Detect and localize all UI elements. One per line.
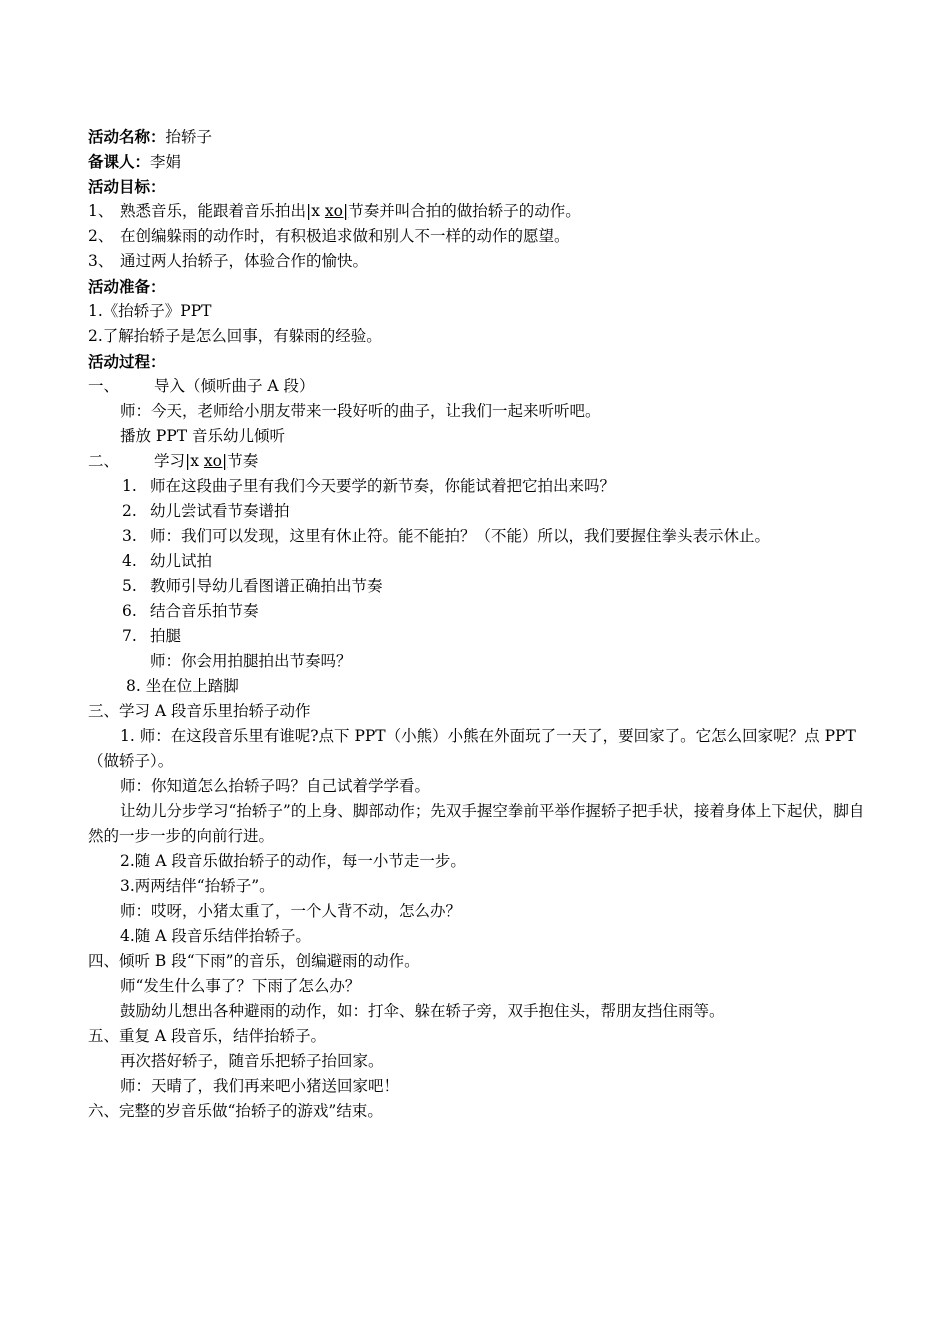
- section-four-para: 师“发生什么事了？下雨了怎么办？: [120, 977, 361, 995]
- list-number: 2.: [122, 502, 137, 520]
- activity-name-row: [88, 124, 878, 149]
- section-four-para: 鼓励幼儿想出各种避雨的动作，如：打伞、躲在轿子旁，双手抱住头，帮朋友挡住雨等。: [120, 1002, 725, 1020]
- lesson-plan-document: [88, 124, 878, 1124]
- list-text: 教师引导幼儿看图谱正确拍出节奏: [150, 577, 383, 595]
- section-title: 导入（倾听曲子 A 段）: [154, 377, 315, 395]
- section-three-para: 让幼儿分步学习“抬轿子”的上身、脚部动作；先双手握空拳前平举作握轿子把手状，接着身体上下起伏，脚自然的一步一步的向前行进。: [88, 802, 865, 845]
- goal-text-pre: 熟悉音乐，能跟着音乐拍出|x: [120, 202, 325, 220]
- list-item: [88, 599, 878, 624]
- list-item-eight: 8. 坐在位上踏脚: [126, 677, 239, 695]
- list-item: [88, 524, 878, 549]
- list-text: 幼儿试拍: [150, 552, 213, 570]
- section-one-line: 播放 PPT 音乐幼儿倾听: [120, 427, 286, 445]
- section-three-para: 3.两两结伴“抬轿子”。: [120, 877, 275, 895]
- list-number: 3.: [122, 527, 137, 545]
- teacher-value: 李娟: [150, 153, 182, 171]
- section-title-underlined: xo|: [203, 452, 228, 470]
- list-text: 师在这段曲子里有我们今天要学的新节奏，你能试着把它拍出来吗？: [150, 477, 616, 495]
- section-one-title: [88, 374, 878, 399]
- prep-item: 1.《抬轿子》PPT: [88, 302, 212, 320]
- goal-text: 通过两人抬轿子，体验合作的愉快。: [120, 252, 369, 270]
- list-number: 7.: [122, 627, 137, 645]
- list-number: 1.: [122, 477, 137, 495]
- goal-number: 3、: [88, 252, 114, 270]
- prep-heading: 活动准备：: [88, 277, 166, 296]
- list-text: 结合音乐拍节奏: [150, 602, 259, 620]
- list-text: 师：我们可以发现，这里有休止符。能不能拍？（不能）所以，我们要握住拳头表示休止。: [150, 527, 771, 545]
- list-number: 5.: [122, 577, 137, 595]
- list-item: [88, 624, 878, 649]
- list-text: 拍腿: [150, 627, 182, 645]
- goal-number: 2、: [88, 227, 114, 245]
- teacher-row: [88, 149, 878, 174]
- list-number: 4.: [122, 552, 137, 570]
- section-number: 一、: [88, 377, 120, 395]
- section-three-title: 三、学习 A 段音乐里抬轿子动作: [88, 702, 311, 720]
- goal-item: [88, 249, 878, 274]
- list-item: [88, 474, 878, 499]
- goals-heading: 活动目标：: [88, 177, 166, 196]
- list-item: [88, 549, 878, 574]
- list-number: 6.: [122, 602, 137, 620]
- process-heading: 活动过程：: [88, 352, 166, 371]
- section-three-para: 师：哎呀，小猪太重了，一个人背不动，怎么办？: [120, 902, 462, 920]
- section-three-para: 4.随 A 段音乐结伴抬轿子。: [120, 927, 311, 945]
- section-five-para: 再次搭好轿子，随音乐把轿子抬回家。: [120, 1052, 384, 1070]
- section-three-para: 2.随 A 段音乐做抬轿子的动作，每一小节走一步。: [120, 852, 466, 870]
- prep-item: 2.了解抬轿子是怎么回事，有躲雨的经验。: [88, 327, 382, 345]
- section-three-para: 1. 师：在这段音乐里有谁呢?点下 PPT（小熊）小熊在外面玩了一天了，要回家了。它怎么回家呢？点 PPT（做轿子）。: [88, 727, 856, 770]
- section-five-title: 五、重复 A 段音乐，结伴抬轿子。: [88, 1027, 327, 1045]
- section-three-para: 师：你知道怎么抬轿子吗？自己试着学学看。: [120, 777, 431, 795]
- section-six-title: 六、完整的岁音乐做“抬轿子的游戏”结束。: [88, 1102, 383, 1120]
- section-four-title: 四、倾听 B 段“下雨”的音乐，创编避雨的动作。: [88, 952, 420, 970]
- goal-item: [88, 224, 878, 249]
- section-one-line: 师：今天，老师给小朋友带来一段好听的曲子，让我们一起来听听吧。: [120, 402, 601, 420]
- goal-text-post: 节奏并叫合拍的做抬轿子的动作。: [348, 202, 581, 220]
- activity-name-value: 抬轿子: [165, 128, 213, 146]
- list-subline: 师：你会用拍腿拍出节奏吗？: [150, 652, 352, 670]
- teacher-label: 备课人：: [88, 152, 151, 171]
- list-text: 幼儿尝试看节奏谱拍: [150, 502, 290, 520]
- goal-rhythm-underlined: xo|: [324, 202, 349, 220]
- goal-number: 1、: [88, 202, 114, 220]
- section-two-title: [88, 449, 878, 474]
- list-item: [88, 574, 878, 599]
- goal-text: 在创编躲雨的动作时，有积极追求做和别人不一样的动作的愿望。: [120, 227, 570, 245]
- section-number: 二、: [88, 452, 120, 470]
- section-five-para: 师：天晴了，我们再来吧小猪送回家吧！: [120, 1077, 400, 1095]
- activity-name-label: 活动名称：: [88, 127, 166, 146]
- list-item: [88, 499, 878, 524]
- section-title-pre: 学习|x: [154, 452, 204, 470]
- section-title-post: 节奏: [227, 452, 259, 470]
- goal-item: [88, 199, 878, 224]
